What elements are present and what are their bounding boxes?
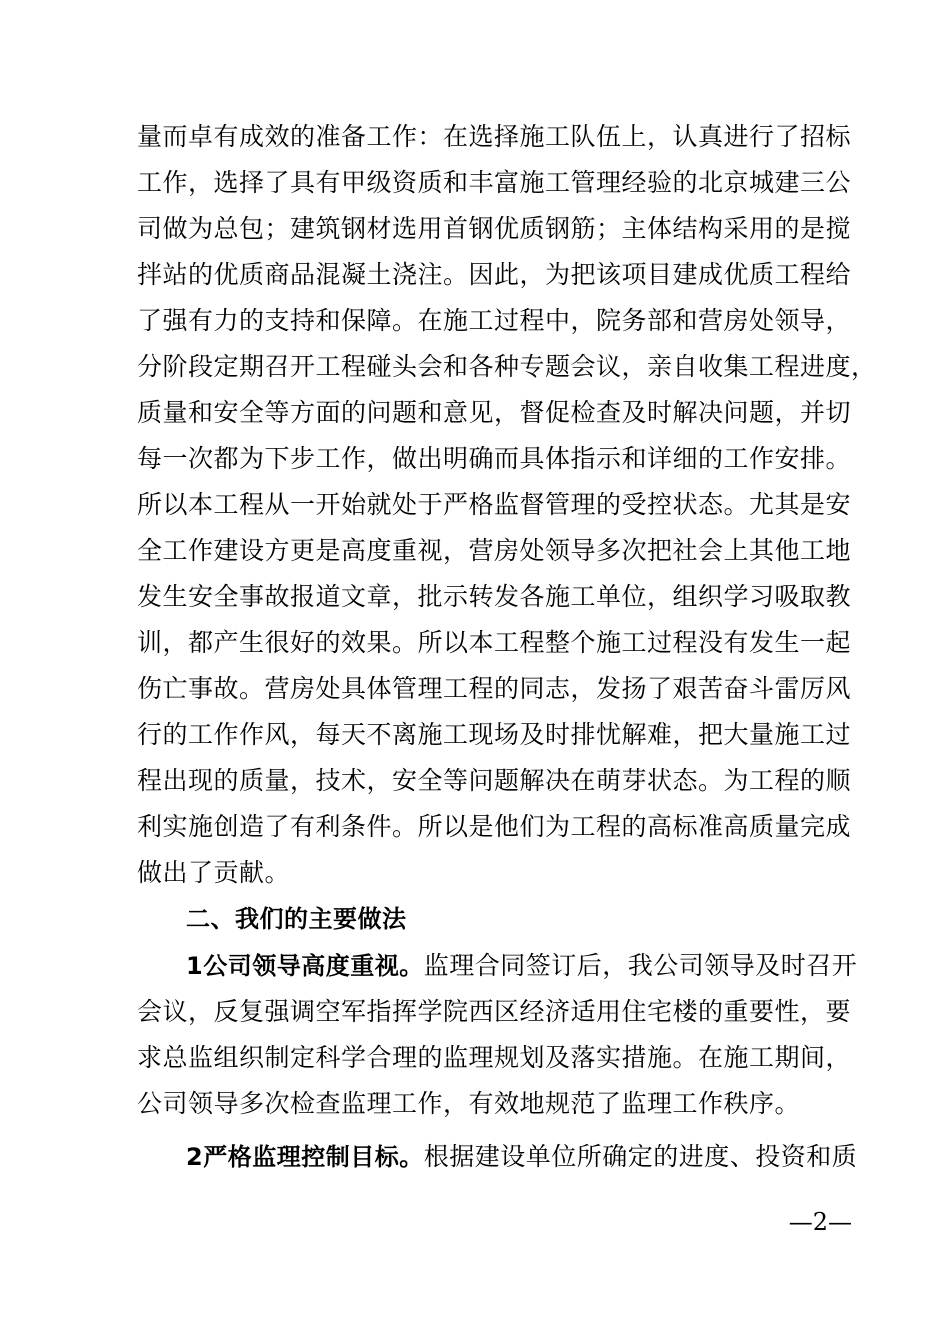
item-1-text: 监理合同签订后，我公司领导及时召开 [423, 951, 858, 980]
page-number: —2— [788, 1208, 852, 1236]
item-1-first-line [186, 943, 926, 989]
section-heading: 二、我们的主要做法 [186, 905, 407, 933]
item-1-title: 1公司领导高度重视。 [186, 952, 424, 980]
item-2-title: 2严格监理控制目标。 [186, 1143, 424, 1171]
item-1-line-4: 公司领导多次检查监理工作，有效地规范了监理工作秩序。 [137, 1089, 801, 1118]
body-line-8: 每一次都为下步工作，做出明确而具体指示和详细的工作安排。 [137, 444, 852, 473]
item-1-line-2: 会议，反复强调空军指挥学院西区经济适用住宅楼的重要性，要 [137, 997, 852, 1026]
body-line-12: 训，都产生很好的效果。所以本工程整个施工过程没有发生一起 [137, 628, 852, 657]
body-line-14: 行的工作作风，每天不离施工现场及时排忧解难，把大量施工过 [137, 720, 852, 749]
body-line-6: 分阶段定期召开工程碰头会和各种专题会议，亲自收集工程进度， [137, 352, 877, 381]
body-line-13: 伤亡事故。营房处具体管理工程的同志，发扬了艰苦奋斗雷厉风 [137, 674, 852, 703]
body-line-7: 质量和安全等方面的问题和意见，督促检查及时解决问题，并切 [137, 398, 852, 427]
item-1-line-3: 求总监组织制定科学合理的监理规划及落实措施。在施工期间， [137, 1043, 852, 1072]
body-line-9: 所以本工程从一开始就处于严格监督管理的受控状态。尤其是安 [137, 490, 852, 519]
item-2-first-line [186, 1134, 926, 1180]
body-line-2: 工作，选择了具有甲级资质和丰富施工管理经验的北京城建三公 [137, 168, 852, 197]
body-line-4: 拌站的优质商品混凝土浇注。因此，为把该项目建成优质工程给 [137, 260, 852, 289]
item-2-text: 根据建设单位所确定的进度、投资和质 [423, 1142, 858, 1171]
body-line-15: 程出现的质量，技术，安全等问题解决在萌芽状态。为工程的顺 [137, 766, 852, 795]
body-line-3: 司做为总包；建筑钢材选用首钢优质钢筋；主体结构采用的是搅 [137, 214, 852, 243]
body-line-16: 利实施创造了有利条件。所以是他们为工程的高标准高质量完成 [137, 812, 852, 841]
body-line-17: 做出了贡献。 [137, 858, 291, 887]
body-line-10: 全工作建设方更是高度重视，营房处领导多次把社会上其他工地 [137, 536, 852, 565]
body-line-1: 量而卓有成效的准备工作：在选择施工队伍上，认真进行了招标 [137, 122, 852, 151]
body-line-5: 了强有力的支持和保障。在施工过程中，院务部和营房处领导， [137, 306, 852, 335]
body-line-11: 发生安全事故报道文章，批示转发各施工单位，组织学习吸取教 [137, 582, 852, 611]
